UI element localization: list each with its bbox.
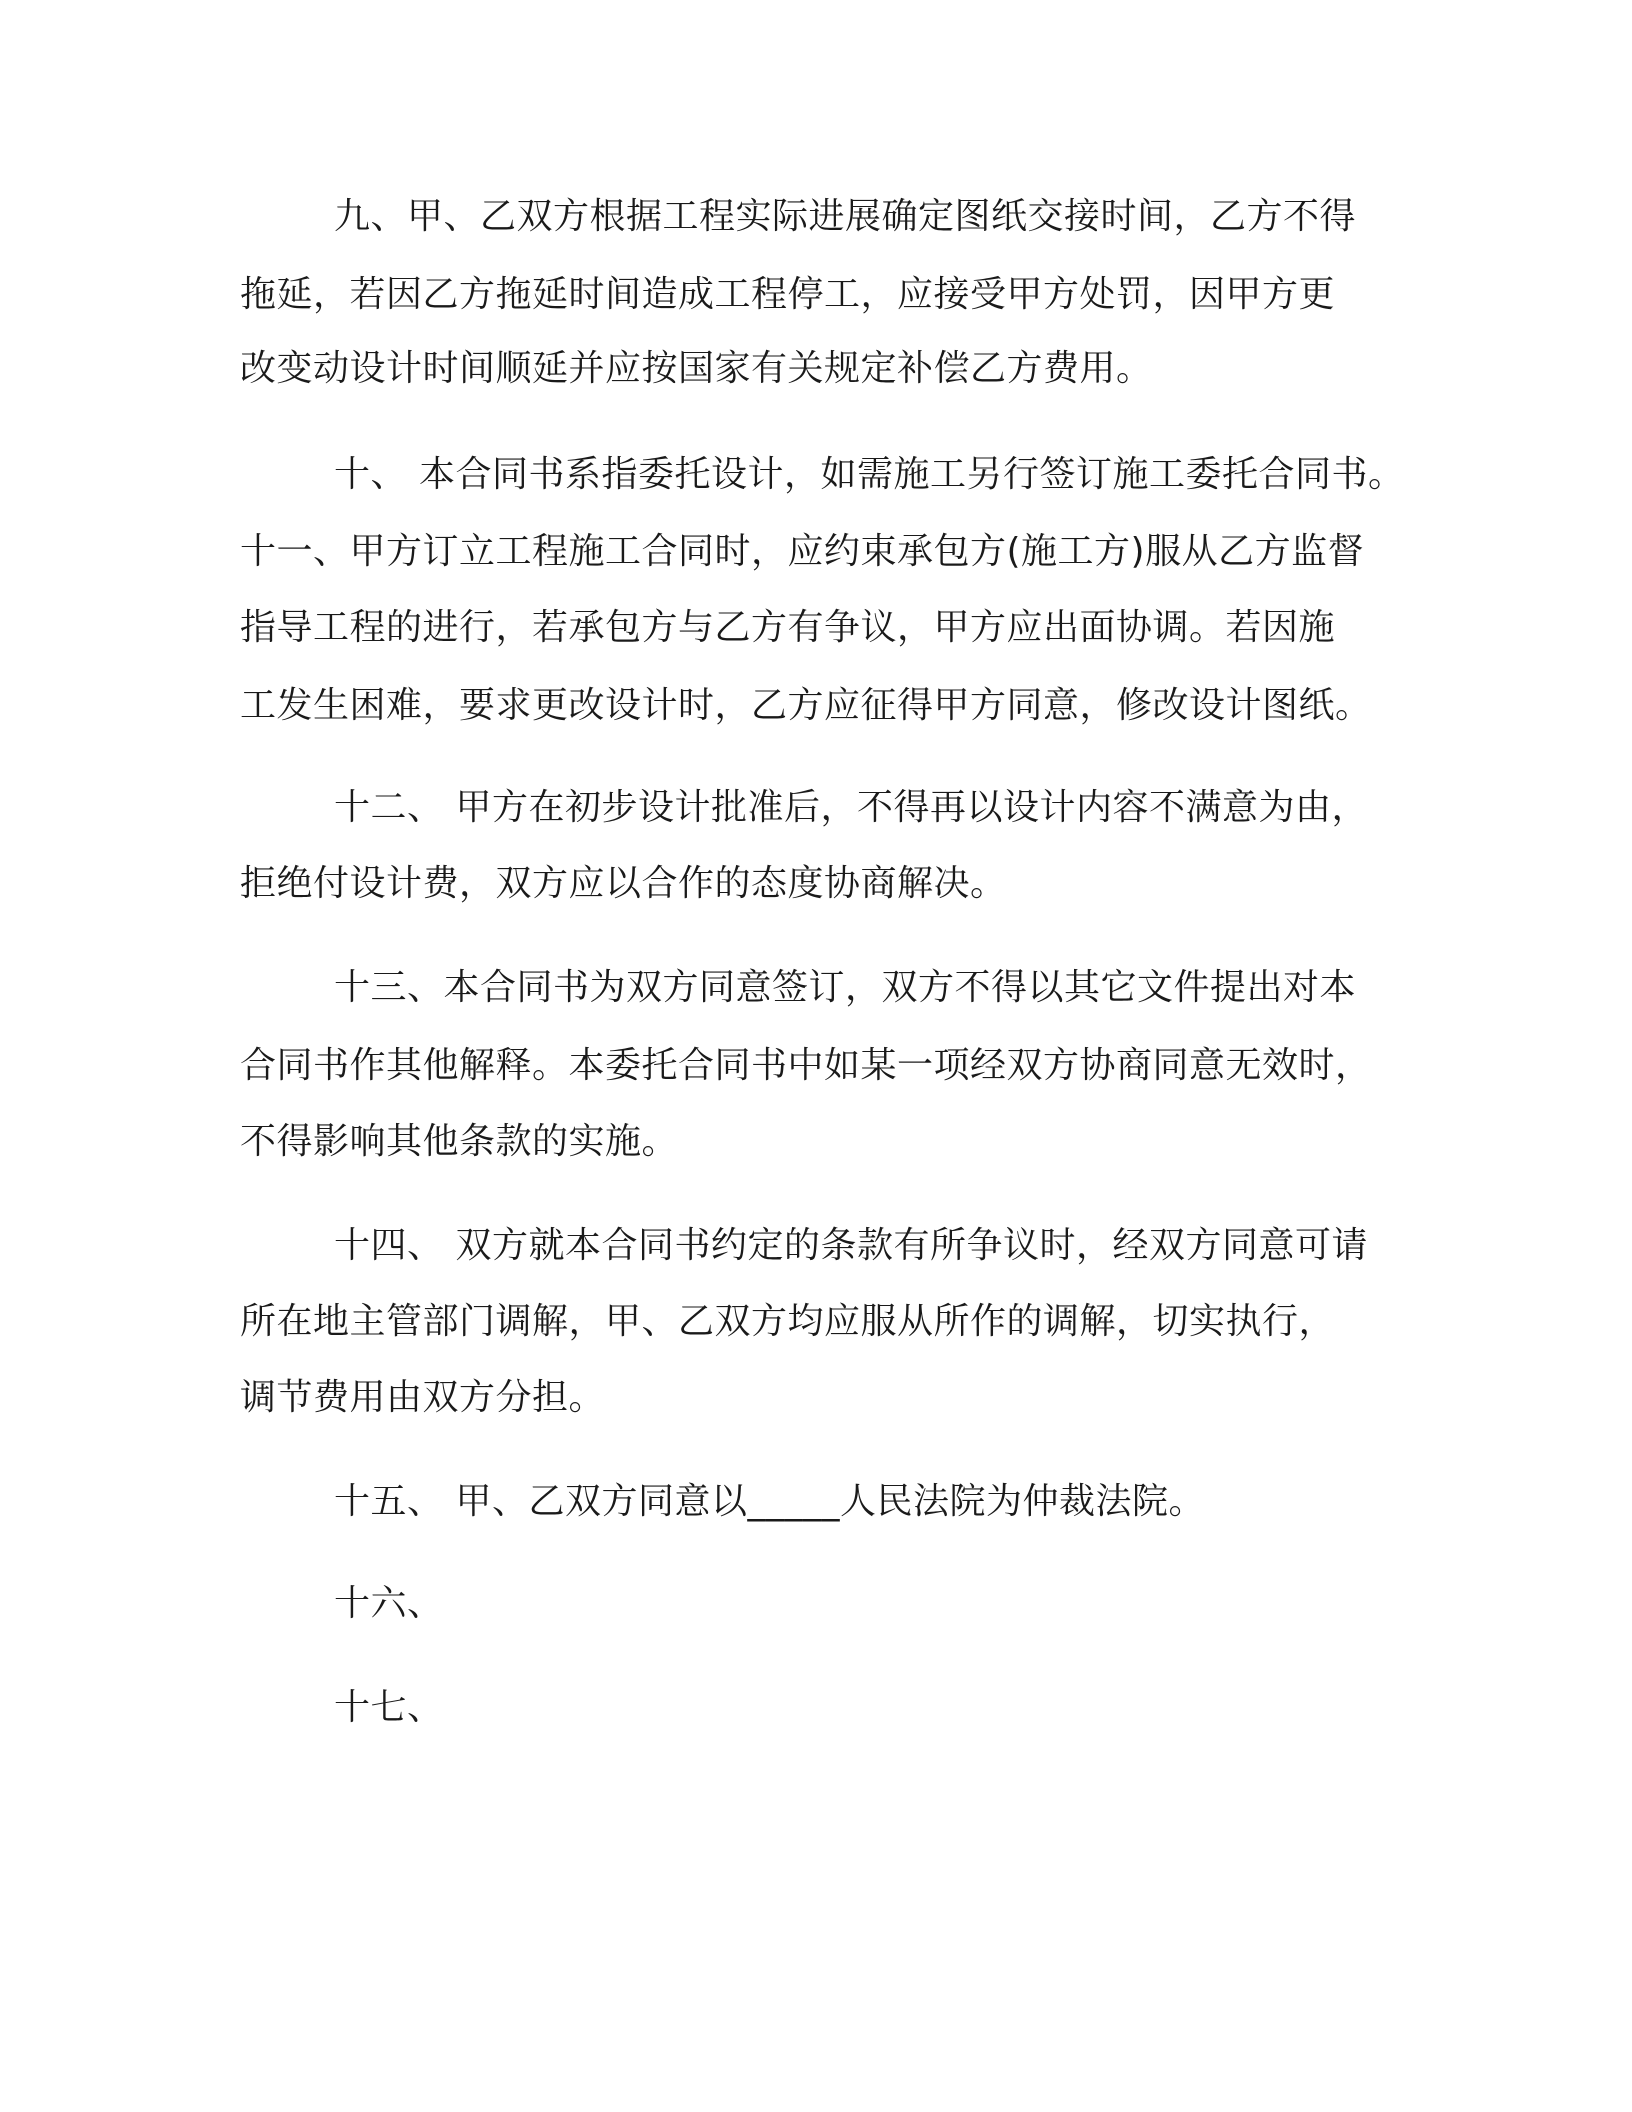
clause-14-line-3: 调节费用由双方分担。 [240, 1377, 606, 1418]
clause-12-line-2: 拒绝付设计费，双方应以合作的态度协商解决。 [240, 863, 1007, 904]
clause-11-line-1: 十一、甲方订立工程施工合同时，应约束承包方(施工方)服从乙方监督 [240, 531, 1365, 572]
clause-10-line-1: 十、 本合同书系指委托设计，如需施工另行签订施工委托合同书。 [334, 454, 1405, 495]
clause-11-line-3: 工发生困难，要求更改设计时，乙方应征得甲方同意，修改设计图纸。 [240, 685, 1372, 726]
clause-15-line-1: 十五、 甲、乙双方同意以_____人民法院为仲裁法院。 [334, 1481, 1205, 1522]
clause-14-line-1: 十四、 双方就本合同书约定的条款有所争议时，经双方同意可请 [334, 1225, 1368, 1266]
clause-17-line-1: 十七、 [334, 1687, 444, 1728]
clause-11-line-2: 指导工程的进行，若承包方与乙方有争议，甲方应出面协调。若因施 [240, 607, 1336, 648]
clause-13-line-1: 十三、本合同书为双方同意签订，双方不得以其它文件提出对本 [334, 967, 1357, 1008]
clause-9-line-3: 改变动设计时间顺延并应按国家有关规定补偿乙方费用。 [240, 348, 1153, 389]
clause-16-line-1: 十六、 [334, 1583, 444, 1624]
clause-14-line-2: 所在地主管部门调解，甲、乙双方均应服从所作的调解，切实执行， [240, 1301, 1336, 1342]
clause-13-line-2: 合同书作其他解释。本委托合同书中如某一项经双方协商同意无效时， [240, 1045, 1372, 1086]
clause-13-line-3: 不得影响其他条款的实施。 [240, 1121, 679, 1162]
clause-12-line-1: 十二、 甲方在初步设计批准后，不得再以设计内容不满意为由， [334, 787, 1368, 828]
clause-9-line-1: 九、甲、乙双方根据工程实际进展确定图纸交接时间，乙方不得 [334, 196, 1357, 237]
clause-9-line-2: 拖延，若因乙方拖延时间造成工程停工，应接受甲方处罚，因甲方更 [240, 274, 1336, 315]
